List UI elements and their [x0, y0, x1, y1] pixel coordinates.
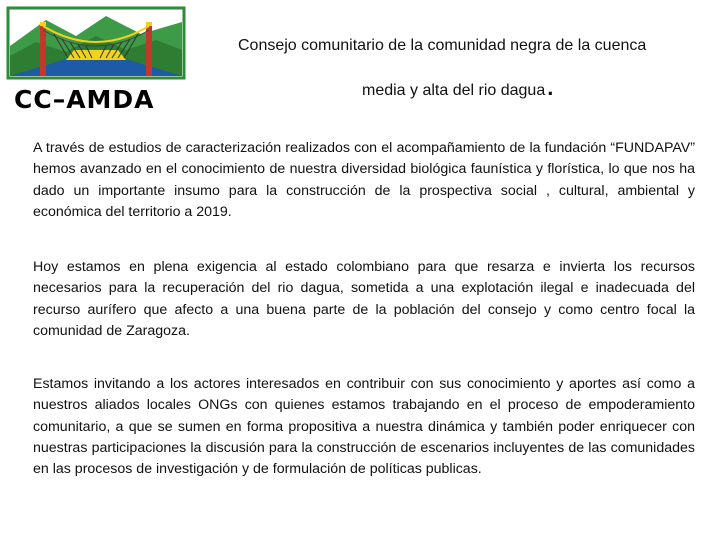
paragraph-research: A través de estudios de caracterización realizados con el acompañamiento de la fundación “FUNDAPAV” hemos avanzado en el conocimiento de nuestra diversidad biológica faunística y florística, lo que nos ha dado un importante insumo para la construcción de la prospectiva social , cultural, ambiental y económica del territorio a 2019.	[33, 140, 695, 220]
paragraph-invitation: Estamos invitando a los actores interesados en contribuir con sus conocimiento y aportes así como a nuestros aliados locales ONGs con quienes estamos trabajando en el proceso de empoderamiento comunitario, a que se sumen en forma propositiva a nuestra dinámica y también poder enriquecer con nuestras participaciones la discusión para la construcción de escenarios incluyentes de las comunidades en las procesos de investigación y de formulación de políticas publicas.	[33, 376, 695, 478]
bridge-river-logo-icon	[6, 6, 188, 82]
header-title-text: media y alta del rio dagua	[362, 82, 546, 99]
header-title-period: .	[547, 75, 554, 100]
logo-text: CC–AMDA	[14, 85, 155, 114]
header-title-line-2	[362, 75, 554, 101]
header-title-line-1: Consejo comunitario de la comunidad negra de la cuenca	[238, 37, 647, 54]
paragraph-demand: Hoy estamos en plena exigencia al estado colombiano para que resarza e invierta los recursos necesarios para la recuperación del rio dagua, sometida a una explotación ilegal e inadecuada del recurso aurífero que afecto a una buena parte de la población del consejo y como centro focal la comunidad de Zaragoza.	[33, 259, 695, 339]
organization-logo	[6, 6, 188, 114]
